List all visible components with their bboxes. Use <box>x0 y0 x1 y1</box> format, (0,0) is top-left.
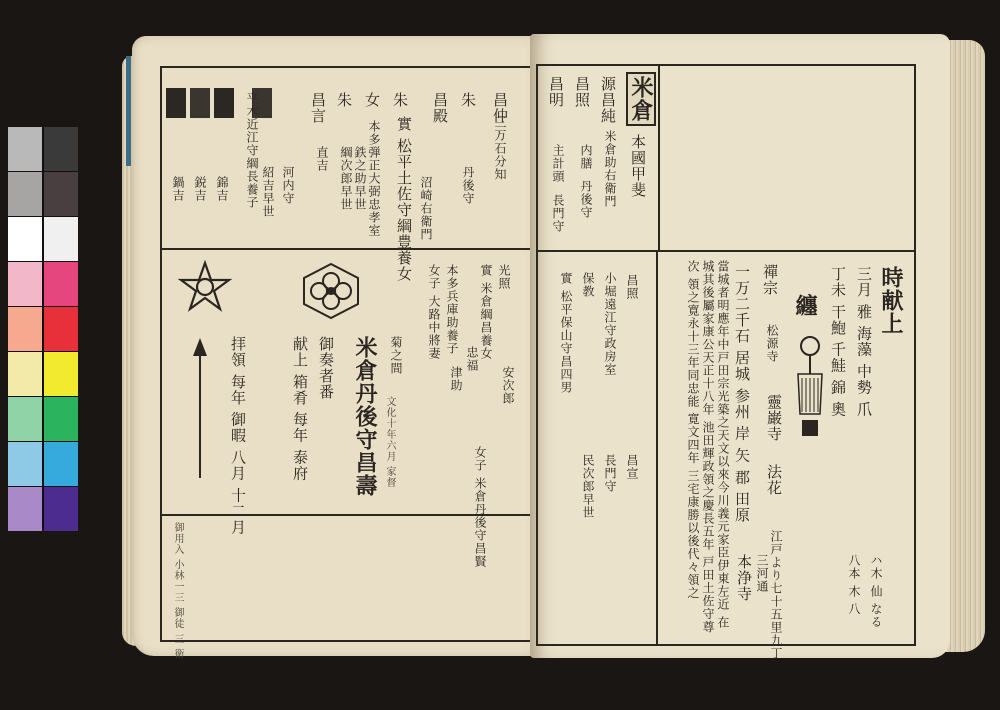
child-entry: 鍋吉 <box>171 176 185 202</box>
family-title: 米倉 <box>628 76 654 122</box>
swatch <box>44 352 78 396</box>
ink-block <box>214 88 234 118</box>
lower-name: 津助 <box>449 366 463 392</box>
lower-name: 忠福 <box>465 346 479 372</box>
route: 三河通 <box>755 554 769 593</box>
footer-line: ハ木 仙 なる <box>869 554 883 629</box>
divider <box>536 250 916 252</box>
middle-name: 昌照 <box>625 274 639 300</box>
ink-block <box>166 88 186 118</box>
child-entry: 三万石分知 <box>493 116 507 181</box>
child-entry: 錦吉 <box>215 176 229 202</box>
entry-header: 昌言 <box>309 92 327 124</box>
swatch <box>44 172 78 216</box>
middle-name: 民次郎早世 <box>581 454 595 519</box>
official-post: 御奏者番 <box>317 336 335 400</box>
succession-date: 文化十年六月 家督 <box>384 396 395 489</box>
swatch <box>44 442 78 486</box>
haiji-line: 拝領 每年 御暇 八月 十二月 <box>229 336 247 536</box>
lower-name: 實 米倉綱昌養女 <box>479 264 493 360</box>
swatch <box>44 262 78 306</box>
home-province: 本國甲斐 <box>629 134 647 198</box>
middle-name: 小堀遠江守政房室 <box>603 272 617 376</box>
entry-header: 昌照 <box>573 76 591 108</box>
flower-crest-icon <box>300 262 362 320</box>
residence: 居城 参州 岸 矢 郡 田原 <box>733 350 751 523</box>
divider <box>656 250 658 646</box>
color-calibration-chart <box>8 127 78 529</box>
ink-block <box>190 88 210 118</box>
entry-detail: 主計頭 <box>551 144 565 183</box>
entry-detail: 丹後守 <box>579 180 593 219</box>
middle-name: 保教 <box>581 272 595 298</box>
footer-line: 八本 木 八 <box>847 554 861 616</box>
entry-detail: 米倉助右衛門 <box>603 130 617 208</box>
lineage-text: 當城者明應年中戸田宗光築之天文以來今川義元家臣伊東左近 在城其後屬家康公天正十八年 池田輝政領之慶長五年 戸田土佐守尊次 領之寛永十三年同忠能 寛文四年 三宅康勝以後代々領之 <box>686 260 730 634</box>
divider <box>160 248 532 250</box>
swatch <box>8 487 42 531</box>
sect2: 法花 <box>765 464 783 496</box>
entry-header: 昌明 <box>547 76 565 108</box>
entry-header: 朱 <box>335 92 353 108</box>
temple3: 本浄寺 <box>735 554 753 602</box>
child-entry: 沼崎右衛門 <box>419 176 433 241</box>
swatch <box>8 442 42 486</box>
religion: 禪宗 <box>761 264 779 296</box>
swatch <box>8 172 42 216</box>
entry-detail: 内膳 <box>579 144 593 170</box>
entry-header: 女 <box>363 92 381 108</box>
lower-name: 安次郎 <box>501 366 515 405</box>
family-head-name: 米倉丹後守昌壽 <box>352 336 378 497</box>
child-entry: 平木近江守綱長養子 <box>245 92 259 209</box>
child-entry: 河内守 <box>281 166 295 205</box>
swatch <box>8 217 42 261</box>
divider <box>658 64 660 250</box>
swatch <box>44 487 78 531</box>
standard-banner-icon <box>792 334 828 444</box>
entry-header: 源昌純 <box>599 76 617 124</box>
entry-detail: 長門守 <box>551 194 565 233</box>
child-entry: 直吉 <box>315 146 329 172</box>
lower-name: 光照 <box>497 264 511 290</box>
temple2: 靈巌寺 <box>765 394 783 442</box>
child-entry: 丹後守 <box>461 166 475 205</box>
topic-line: 三月 雅 海藻 中勢 爪 <box>855 266 873 418</box>
spear-icon <box>190 338 210 478</box>
child-entry: 紹吉早世 <box>261 166 275 218</box>
topic-line: 丁未 干鮑 千鮭 錦 奧 <box>829 266 847 418</box>
entry-header: 實 松平土佐守綱豊養女 <box>395 116 413 282</box>
entry-header: 朱 <box>391 92 409 108</box>
lower-name: 女子 大路中將妻 <box>427 264 441 360</box>
child-entry: 鋭吉 <box>193 176 207 202</box>
entry-header: 昌仲 <box>491 92 509 124</box>
child-entry: 鉄之助早世 <box>353 146 367 211</box>
topic-title: 時献上 <box>878 266 904 335</box>
swatch <box>8 397 42 441</box>
lower-name: 女子 米倉丹後守昌賢 <box>473 446 487 568</box>
lord-room: 菊之間 <box>389 336 403 375</box>
swatch <box>44 397 78 441</box>
middle-name: 長門守 <box>603 454 617 493</box>
child-entry: 綱次郎早世 <box>339 146 353 211</box>
middle-name: 實 松平保山守昌四男 <box>559 272 573 394</box>
open-book <box>118 26 983 678</box>
lower-name: 本多兵庫助養子 <box>445 264 459 355</box>
right-page <box>530 34 950 658</box>
left-page <box>132 36 550 660</box>
swatch <box>8 262 42 306</box>
swatch <box>8 307 42 351</box>
entry-header: 昌殿 <box>431 92 449 124</box>
kenjo-line: 献上 箱肴 每年 泰府 <box>291 336 309 482</box>
temple: 松源寺 <box>765 324 779 363</box>
spine-binding <box>126 56 131 166</box>
entry-header: 朱 <box>459 92 477 108</box>
middle-name: 昌宣 <box>625 454 639 480</box>
swatch <box>8 352 42 396</box>
swatch <box>8 127 42 171</box>
footnote: 御用入 小林一三 御徒 三 衛 <box>172 522 183 660</box>
child-entry: 本多弾正大弼忠孝室 <box>367 120 381 237</box>
swatch <box>44 307 78 351</box>
banner-name: 纏 <box>792 294 818 317</box>
swatch <box>44 127 78 171</box>
swatch <box>44 217 78 261</box>
distance: 江戸より七十五里九丁 <box>769 530 783 660</box>
family-crest-icon <box>178 260 232 314</box>
stipend: 一万二千石 <box>733 264 751 344</box>
